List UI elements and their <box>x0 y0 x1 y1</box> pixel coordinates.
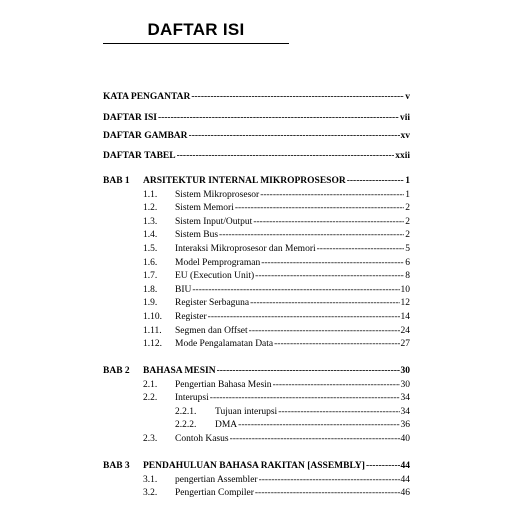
toc-entry-page: 2 <box>405 216 410 227</box>
toc-entry-label: Interaksi Mikroprosesor dan Memori <box>175 244 316 254</box>
dot-leader <box>274 338 399 350</box>
dot-leader <box>259 474 400 486</box>
toc-entry-label: Sistem Input/Output <box>175 216 253 227</box>
dot-leader <box>250 297 399 309</box>
toc-entry-page: 8 <box>405 271 410 282</box>
toc-entry-label: Model Pemprograman <box>175 257 261 268</box>
toc-entry-page: 5 <box>405 244 410 254</box>
toc-section-entry[interactable] <box>175 229 410 241</box>
toc-section-entry[interactable] <box>175 338 410 350</box>
toc-entry-label: Sistem Memori <box>175 203 234 214</box>
section-number: 1.10. <box>143 312 162 322</box>
section-number: 1.8. <box>143 284 158 295</box>
dot-leader <box>255 487 400 499</box>
toc-section-entry[interactable] <box>175 243 410 255</box>
chapter-number: BAB 2 <box>103 366 130 376</box>
toc-entry-label: Mode Pengalamatan Data <box>175 339 274 350</box>
dot-leader <box>235 202 404 214</box>
toc-entry-page: 10 <box>400 284 410 295</box>
toc-entry-label: DAFTAR ISI <box>103 113 157 123</box>
toc-entry-page: vii <box>399 113 410 123</box>
dot-leader <box>253 216 404 228</box>
toc-entry-page: 1 <box>405 189 410 200</box>
toc-section-entry[interactable] <box>175 257 410 269</box>
dot-leader <box>273 379 400 391</box>
toc-section-entry[interactable] <box>175 284 410 296</box>
toc-entry-label: BIU <box>175 284 192 295</box>
toc-entry-label: Contoh Kasus <box>175 434 229 444</box>
toc-entry-label: DAFTAR TABEL <box>103 151 176 161</box>
section-number: 1.4. <box>143 230 158 241</box>
toc-entry-label: Sistem Mikroprosesor <box>175 189 260 200</box>
toc-entry-label: KATA PENGANTAR <box>103 92 191 102</box>
dot-leader <box>260 189 404 201</box>
toc-subsection-entry[interactable] <box>215 406 410 418</box>
toc-entry-page: 34 <box>400 393 410 404</box>
dot-leader <box>255 270 404 282</box>
toc-entry-label: ARSITEKTUR INTERNAL MIKROPROSESOR <box>143 176 346 186</box>
toc-chapter-entry[interactable] <box>143 365 410 377</box>
toc-chapter-entry[interactable] <box>143 175 410 187</box>
toc-section-entry[interactable] <box>175 311 410 323</box>
toc-entry-label: Tujuan interupsi <box>215 406 278 417</box>
toc-entry-page: v <box>405 92 410 102</box>
subsection-number: 2.2.2. <box>175 420 197 431</box>
toc-entry-page: 30 <box>400 366 410 376</box>
toc-entry-page: 30 <box>400 379 410 390</box>
dot-leader <box>189 130 400 142</box>
toc-entry-page: 1 <box>405 176 410 186</box>
toc-front-entry[interactable] <box>103 91 410 103</box>
toc-section-entry[interactable] <box>175 189 410 201</box>
toc-section-entry[interactable] <box>175 325 410 337</box>
section-number: 2.3. <box>143 434 158 444</box>
toc-entry-label: Segmen dan Offset <box>175 325 248 336</box>
toc-entry-page: xv <box>400 131 410 141</box>
dot-leader <box>208 311 400 323</box>
toc-entry-page: 27 <box>400 339 410 350</box>
toc-chapter-entry[interactable] <box>143 460 410 472</box>
toc-entry-page: 6 <box>405 257 410 268</box>
section-number: 1.11. <box>143 325 162 336</box>
toc-entry-page: 46 <box>400 488 410 499</box>
toc-section-entry[interactable] <box>175 297 410 309</box>
dot-leader <box>347 175 405 187</box>
section-number: 2.1. <box>143 379 158 390</box>
toc-entry-label: EU (Execution Unit) <box>175 271 255 282</box>
section-number: 1.3. <box>143 216 158 227</box>
toc-section-entry[interactable] <box>175 474 410 486</box>
toc-entry-page: 44 <box>400 474 410 485</box>
toc-section-entry[interactable] <box>175 202 410 214</box>
toc-entry-page: 14 <box>400 312 410 322</box>
dot-leader <box>219 229 404 241</box>
toc-entry-label: DAFTAR GAMBAR <box>103 131 188 141</box>
title-underline <box>103 43 289 44</box>
dot-leader <box>177 150 395 162</box>
dot-leader <box>191 91 404 103</box>
toc-front-entry[interactable] <box>103 130 410 142</box>
section-number: 1.1. <box>143 189 158 200</box>
dot-leader <box>210 392 400 404</box>
toc-section-entry[interactable] <box>175 379 410 391</box>
toc-front-entry[interactable] <box>103 112 410 124</box>
toc-entry-label: PENDAHULUAN BAHASA RAKITAN [ASSEMBLY] <box>143 461 365 471</box>
section-number: 3.2. <box>143 488 158 499</box>
toc-entry-label: Register Serbaguna <box>175 298 250 309</box>
dot-leader <box>249 325 400 337</box>
page-title: DAFTAR ISI <box>147 20 245 39</box>
subsection-number: 2.2.1. <box>175 406 197 417</box>
section-number: 1.7. <box>143 271 158 282</box>
dot-leader <box>238 419 399 431</box>
toc-section-entry[interactable] <box>175 487 410 499</box>
toc-section-entry[interactable] <box>175 433 410 445</box>
toc-entry-label: Interupsi <box>175 393 209 404</box>
toc-entry-page: 44 <box>400 461 410 471</box>
toc-entry-label: DMA <box>215 420 238 431</box>
toc-entry-label: Pengertian Bahasa Mesin <box>175 379 272 390</box>
toc-entry-page: xxii <box>395 151 410 161</box>
chapter-number: BAB 3 <box>103 461 130 471</box>
toc-entry-page: 40 <box>400 434 410 444</box>
toc-entry-label: Pengertian Compiler <box>175 488 254 499</box>
chapter-number: BAB 1 <box>103 176 130 186</box>
section-number: 2.2. <box>143 393 158 404</box>
toc-entry-page: 2 <box>405 230 410 241</box>
toc-front-entry[interactable] <box>103 150 410 162</box>
dot-leader <box>366 460 400 472</box>
dot-leader <box>317 243 405 255</box>
section-number: 1.2. <box>143 203 158 214</box>
toc-subsection-entry[interactable] <box>215 419 410 431</box>
toc-section-entry[interactable] <box>175 216 410 228</box>
toc-entry-page: 24 <box>400 325 410 336</box>
toc-entry-label: pengertian Assembler <box>175 474 258 485</box>
dot-leader <box>217 365 400 377</box>
dot-leader <box>192 284 399 296</box>
section-number: 1.12. <box>143 339 162 350</box>
dot-leader <box>261 257 404 269</box>
section-number: 1.5. <box>143 244 158 254</box>
toc-entry-page: 34 <box>400 406 410 417</box>
toc-section-entry[interactable] <box>175 270 410 282</box>
section-number: 1.9. <box>143 298 158 309</box>
toc-entry-page: 2 <box>405 203 410 214</box>
toc-entry-page: 12 <box>400 298 410 309</box>
toc-entry-label: Sistem Bus <box>175 230 219 241</box>
dot-leader <box>278 406 399 418</box>
dot-leader <box>230 433 400 445</box>
toc-entry-label: Register <box>175 312 207 322</box>
section-number: 3.1. <box>143 474 158 485</box>
section-number: 1.6. <box>143 257 158 268</box>
toc-entry-page: 36 <box>400 420 410 431</box>
toc-section-entry[interactable] <box>175 392 410 404</box>
toc-entry-label: BAHASA MESIN <box>143 366 216 376</box>
dot-leader <box>158 112 399 124</box>
